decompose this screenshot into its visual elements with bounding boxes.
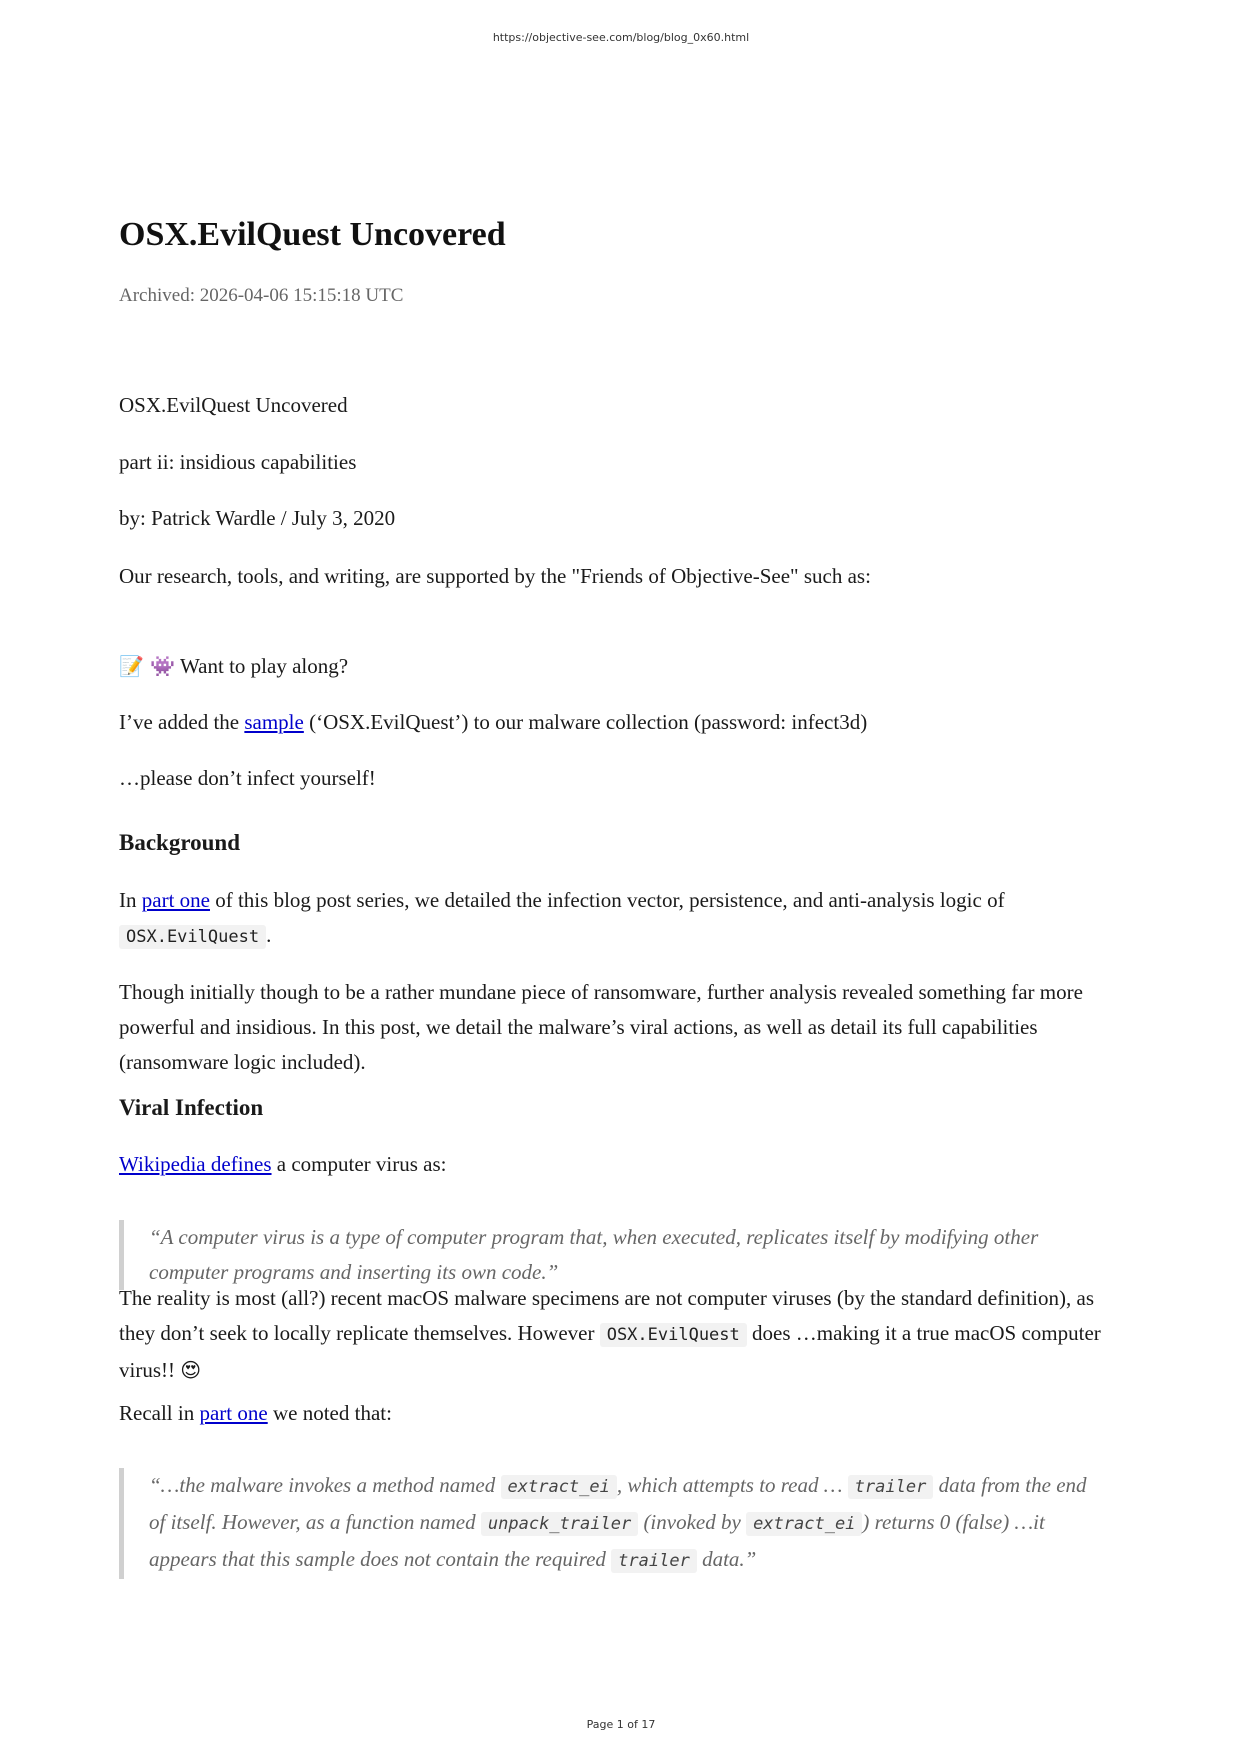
virus-definition-quote: “A computer virus is a type of computer program that, when executed, replicates itself by modifying other computer programs and inserting its own code.” (119, 1220, 1089, 1290)
reality-post: does …making it a true macOS computer virus!! (119, 1321, 1101, 1382)
page-title: OSX.EvilQuest Uncovered (119, 216, 506, 253)
sample-link[interactable]: sample (244, 710, 304, 734)
page-url: https://objective-see.com/blog/blog_0x60.html (492, 31, 750, 44)
article-subtitle: OSX.EvilQuest Uncovered (119, 393, 348, 417)
recall-pre: Recall in (119, 1401, 195, 1425)
reality-pre: The reality is most (all?) recent macOS malware specimens are not computer viruses (by the standard definition), as they don’t seek to locally replicate themselves. However (119, 1286, 1095, 1345)
background-paragraph-1 (119, 883, 1129, 955)
play-along-text: Want to play along? (180, 654, 349, 678)
dont-infect: …please don’t infect yourself! (119, 766, 376, 790)
part-one-link-2[interactable]: part one (199, 1401, 268, 1425)
article-byline: by: Patrick Wardle / July 3, 2020 (119, 506, 396, 530)
q2-e: ) returns 0 (false) …it appears that this sample does not contain the required (149, 1510, 1045, 1571)
support-text: Our research, tools, and writing, are supported by the "Friends of Objective-See" such as: (119, 564, 871, 588)
q2-f: data.” (702, 1547, 757, 1571)
code-osx-evilquest: OSX.EvilQuest (119, 925, 266, 949)
q2-a: “…the malware invokes a method named (149, 1473, 496, 1497)
code-unpack-trailer: unpack_trailer (481, 1512, 638, 1536)
reality-paragraph (119, 1281, 1129, 1388)
part-one-link[interactable]: part one (141, 888, 210, 912)
code-trailer-2: trailer (611, 1549, 697, 1573)
code-trailer: trailer (848, 1475, 934, 1499)
background-heading: Background (119, 830, 241, 855)
sample-pre: I’ve added the (119, 710, 240, 734)
bg-p1-mid: of this blog post series, we detailed the infection vector, persistence, and anti-analysis logic of (215, 888, 1005, 912)
bg-p1-end: . (266, 923, 272, 947)
recall-paragraph (119, 1396, 392, 1431)
q2-b: , which attempts to read … (616, 1473, 843, 1497)
wiki-post: a computer virus as: (276, 1152, 447, 1176)
heart-eyes-icon: 😍 (180, 1358, 202, 1382)
sample-post: (‘OSX.EvilQuest’) to our malware collection (password: infect3d) (309, 710, 868, 734)
trailer-quote (119, 1468, 1089, 1579)
recall-post: we noted that: (272, 1401, 392, 1425)
code-osx-evilquest-2: OSX.EvilQuest (600, 1323, 747, 1347)
archived-timestamp: Archived: 2026-04-06 15:15:18 UTC (119, 285, 404, 306)
code-extract-ei-2: extract_ei (746, 1512, 862, 1536)
wikipedia-paragraph (119, 1147, 446, 1182)
article-part: part ii: insidious capabilities (119, 450, 357, 474)
play-along (119, 649, 348, 684)
code-extract-ei: extract_ei (501, 1475, 617, 1499)
background-paragraph-2: Though initially though to be a rather mundane piece of ransomware, further analysis revealed something far more powerful and insidious. In this post, we detail the malware’s viral actions, as well as detail its full capabilities (ransomware logic included). (119, 980, 1083, 1074)
page-number: Page 1 of 17 (586, 1718, 656, 1731)
article (119, 210, 1129, 1571)
bg-p1-pre: In (119, 888, 137, 912)
memo-alien-icon: 📝 👾 (119, 654, 176, 678)
wikipedia-link[interactable]: Wikipedia defines (119, 1152, 272, 1176)
q2-d: (invoked by (643, 1510, 741, 1534)
q2-c: data from the end of itself. However, as a function named (149, 1473, 1087, 1534)
sample-paragraph (119, 705, 867, 740)
viral-infection-heading: Viral Infection (119, 1095, 264, 1120)
